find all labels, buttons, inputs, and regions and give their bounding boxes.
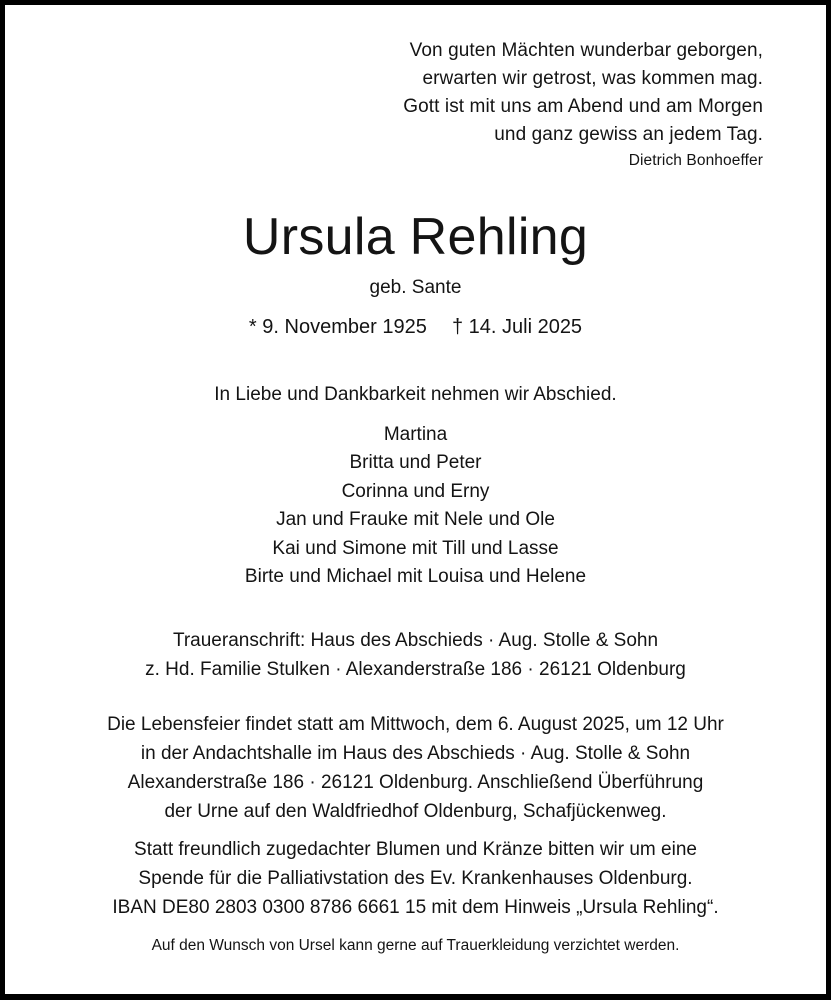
deceased-name: Ursula Rehling bbox=[242, 208, 589, 266]
death-date: 14. Juli 2025 bbox=[468, 316, 583, 338]
donation-line: Statt freundlich zugedachter Blumen und Kränze bitten wir um eine bbox=[134, 839, 697, 860]
mourner-entry: Kai und Simone mit Till und Lasse bbox=[272, 537, 559, 559]
farewell-text: In Liebe und Dankbarkeit nehmen wir Abschied. bbox=[214, 384, 617, 405]
poem-author: Dietrich Bonhoeffer bbox=[628, 152, 763, 169]
donation-iban-line: IBAN DE80 2803 0300 8786 6661 15 mit dem Hinweis „Ursula Rehling“. bbox=[112, 897, 719, 918]
ceremony-line: Alexanderstraße 186 · 26121 Oldenburg. Anschließend Überführung bbox=[127, 772, 704, 793]
mourners-list bbox=[10, 421, 821, 591]
life-dates bbox=[10, 313, 821, 341]
donation-request bbox=[10, 835, 821, 922]
poem-line: und ganz gewiss an jedem Tag. bbox=[494, 124, 763, 145]
mourning-address bbox=[10, 626, 821, 684]
ceremony-line: der Urne auf den Waldfriedhof Oldenburg, Schafjückenweg. bbox=[164, 801, 667, 822]
maiden-name: geb. Sante bbox=[369, 277, 462, 298]
poem-block bbox=[403, 37, 763, 172]
mourner-entry: Martina bbox=[383, 424, 448, 445]
ceremony-line: Die Lebensfeier findet statt am Mittwoch, dem 6. August 2025, um 12 Uhr bbox=[107, 714, 724, 735]
address-line: Traueranschrift: Haus des Abschieds · Aug. Stolle & Sohn bbox=[172, 630, 659, 651]
mourner-entry: Birte und Michael mit Louisa und Helene bbox=[244, 566, 587, 588]
birth-date: 9. November 1925 bbox=[262, 316, 427, 338]
birth-star-icon: * bbox=[248, 316, 257, 338]
donation-line: Spende für die Palliativstation des Ev. Krankenhauses Oldenburg. bbox=[138, 868, 693, 889]
ceremony-details bbox=[10, 710, 821, 826]
dress-code-note: Auf den Wunsch von Ursel kann gerne auf Trauerkleidung verzichtet werden. bbox=[151, 937, 680, 954]
poem-line: erwarten wir getrost, was kommen mag. bbox=[422, 68, 763, 89]
address-line: z. Hd. Familie Stulken · Alexanderstraße 186 · 26121 Oldenburg bbox=[145, 659, 686, 680]
ceremony-line: in der Andachtshalle im Haus des Abschieds · Aug. Stolle & Sohn bbox=[140, 743, 691, 764]
mourner-entry: Corinna und Erny bbox=[341, 480, 490, 502]
poem-line: Gott ist mit uns am Abend und am Morgen bbox=[403, 96, 763, 117]
mourner-entry: Britta und Peter bbox=[349, 452, 482, 474]
death-cross-icon: † bbox=[451, 316, 464, 338]
mourner-entry: Jan und Frauke mit Nele und Ole bbox=[276, 509, 555, 531]
poem-line: Von guten Mächten wunderbar geborgen, bbox=[409, 40, 763, 61]
